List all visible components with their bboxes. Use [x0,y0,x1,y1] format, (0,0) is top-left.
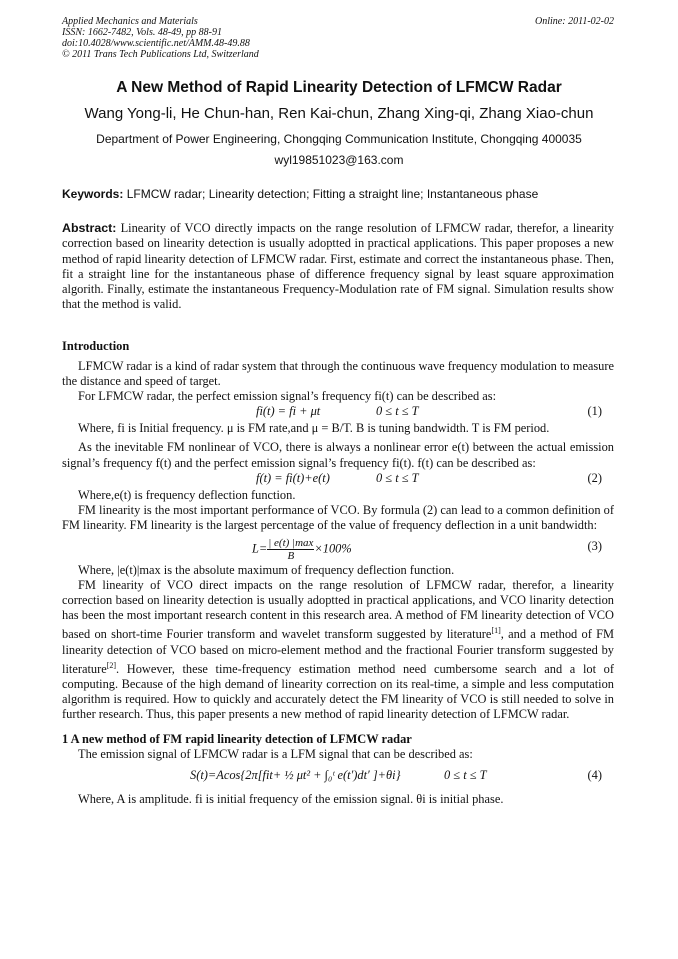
equation-4 [62,762,614,792]
intro-p8b: , and a method of FM linearity detection of VCO based on micro-element method and the fractional Fourier transform suggested by literature [62,627,614,676]
affiliation: Department of Power Engineering, Chongqing Communication Institute, Chongqing 400035 [96,132,582,146]
eq2-lhs: f(t) = fi(t)+e(t) [256,470,330,485]
journal-header [62,16,259,60]
eq3-numerator: | e(t) |max [268,536,314,549]
eq3-fraction [267,537,314,562]
citation-1[interactable]: [1] [491,626,501,636]
equation-3 [62,533,614,563]
eq3-rest: ×100% [314,541,352,556]
abstract-text: Linearity of VCO directly impacts on the range resolution of LFMCW radar, therefor, a linearity correction based on linearity detection is usually adoptted in practical applications. This paper proposes a new method of rapid linearity detection of LFMCW radar. First, estimate and correct the instantaneous phase. Then, fit a straight line for the instantaneous phase of difference frequency signal by least square approximation algorith. Finally, estimate the instantaneous Frequency-Modulation rate of FM signal. Simulation results show that the method is valid. [62,221,614,312]
intro-heading: Introduction [62,339,130,353]
eq2-cond: 0 ≤ t ≤ T [376,470,419,485]
intro-p1: LFMCW radar is a kind of radar system that through the continuous wave frequency modulation to measure the distance and speed of target. [62,359,614,389]
intro-p4: As the inevitable FM nonlinear of VCO, there is always a nonlinear error e(t) between the actual emission signal’s frequency f(t) and the perfect emission signal’s frequency fi(t). f(t) can be described as: [62,440,614,470]
section1-p2: Where, A is amplitude. fi is initial frequency of the emission signal. θi is initial phase. [78,792,504,807]
eq3-lhs: L= [252,541,268,556]
eq2-num: (2) [587,470,602,485]
keywords-label: Keywords: [62,187,124,201]
eq4-num: (4) [587,768,602,783]
authors: Wang Yong-li, He Chun-han, Ren Kai-chun, Zhang Xing-qi, Zhang Xiao-chun [84,105,594,122]
keywords-text: LFMCW radar; Linearity detection; Fitting a straight line; Instantaneous phase [126,187,539,201]
abstract [62,221,614,313]
keywords [62,187,538,201]
paper-title: A New Method of Rapid Linearity Detection of LFMCW Radar [116,79,562,96]
issn: ISSN: 1662-7482, Vols. 48-49, pp 88-91 [62,27,222,38]
eq1-lhs: fi(t) = fi + μt [256,404,321,419]
eq4-cond: 0 ≤ t ≤ T [444,768,487,783]
eq1-num: (1) [587,404,602,419]
intro-p8 [62,578,614,722]
intro-p8a: FM linearity of VCO direct impacts on the range resolution of LFMCW radar, therefor, a linearity correction based on linearity detection is usually adoptted in practical applications, and VCO linarity detection has been the most important research content in this research area. A method of FM linearity detection of VCO based on short-time Fourier transform and wavelet transform suggested by literature [62,578,614,642]
section1-p1: The emission signal of LFMCW radar is a LFM signal that can be described as: [78,747,473,762]
eq1-cond: 0 ≤ t ≤ T [376,404,419,419]
equation-2 [62,471,614,488]
body-text [62,339,614,807]
email: wyl19851023@163.com [274,153,404,167]
abstract-label: Abstract: [62,221,117,235]
intro-p8c: . However, these time-frequency estimation method need cumbersome search and a lot of computing. Because of the high demand of linearity correction on its real-time, a simple and less computation algorithm is required. How to quickly and accurately detect the FM linearity of VCO is still needed to solve in further research. Thus, this paper presents a new method of rapid linearity detection of LFMCW radar. [62,661,614,722]
intro-p3: Where, fi is Initial frequency. μ is FM rate,and μ = B/T. B is tuning bandwidth. T is FM period. [78,421,550,436]
eq3-num: (3) [587,538,602,553]
copyright: © 2011 Trans Tech Publications Ltd, Switzerland [62,49,259,60]
intro-p5: Where,e(t) is frequency deflection function. [78,487,296,502]
intro-p2: For LFMCW radar, the perfect emission signal’s frequency fi(t) can be described as: [78,389,497,404]
equation-1 [62,404,614,421]
online-date: Online: 2011-02-02 [535,16,614,27]
journal-name: Applied Mechanics and Materials [62,16,198,27]
eq4-lhs: S(t)=Acos{2π[fit+ ½ μt² + ∫₀ᵗ e(t′)dt′ ]+θi} [190,768,401,783]
intro-p7: Where, |e(t)|max is the absolute maximum of frequency deflection function. [78,562,455,577]
eq3-expression [252,537,352,562]
intro-p6: FM linearity is the most important performance of VCO. By formula (2) can lead to a common definition of FM linearity. FM linearity is the largest percentage of the value of frequency deflection in a unit bandwidth: [62,502,614,532]
doi: doi:10.4028/www.scientific.net/AMM.48-49.88 [62,38,250,49]
section1-heading: 1 A new method of FM rapid linearity detection of LFMCW radar [62,732,412,747]
eq3-denominator: B [287,549,295,562]
citation-2[interactable]: [2] [106,660,117,670]
